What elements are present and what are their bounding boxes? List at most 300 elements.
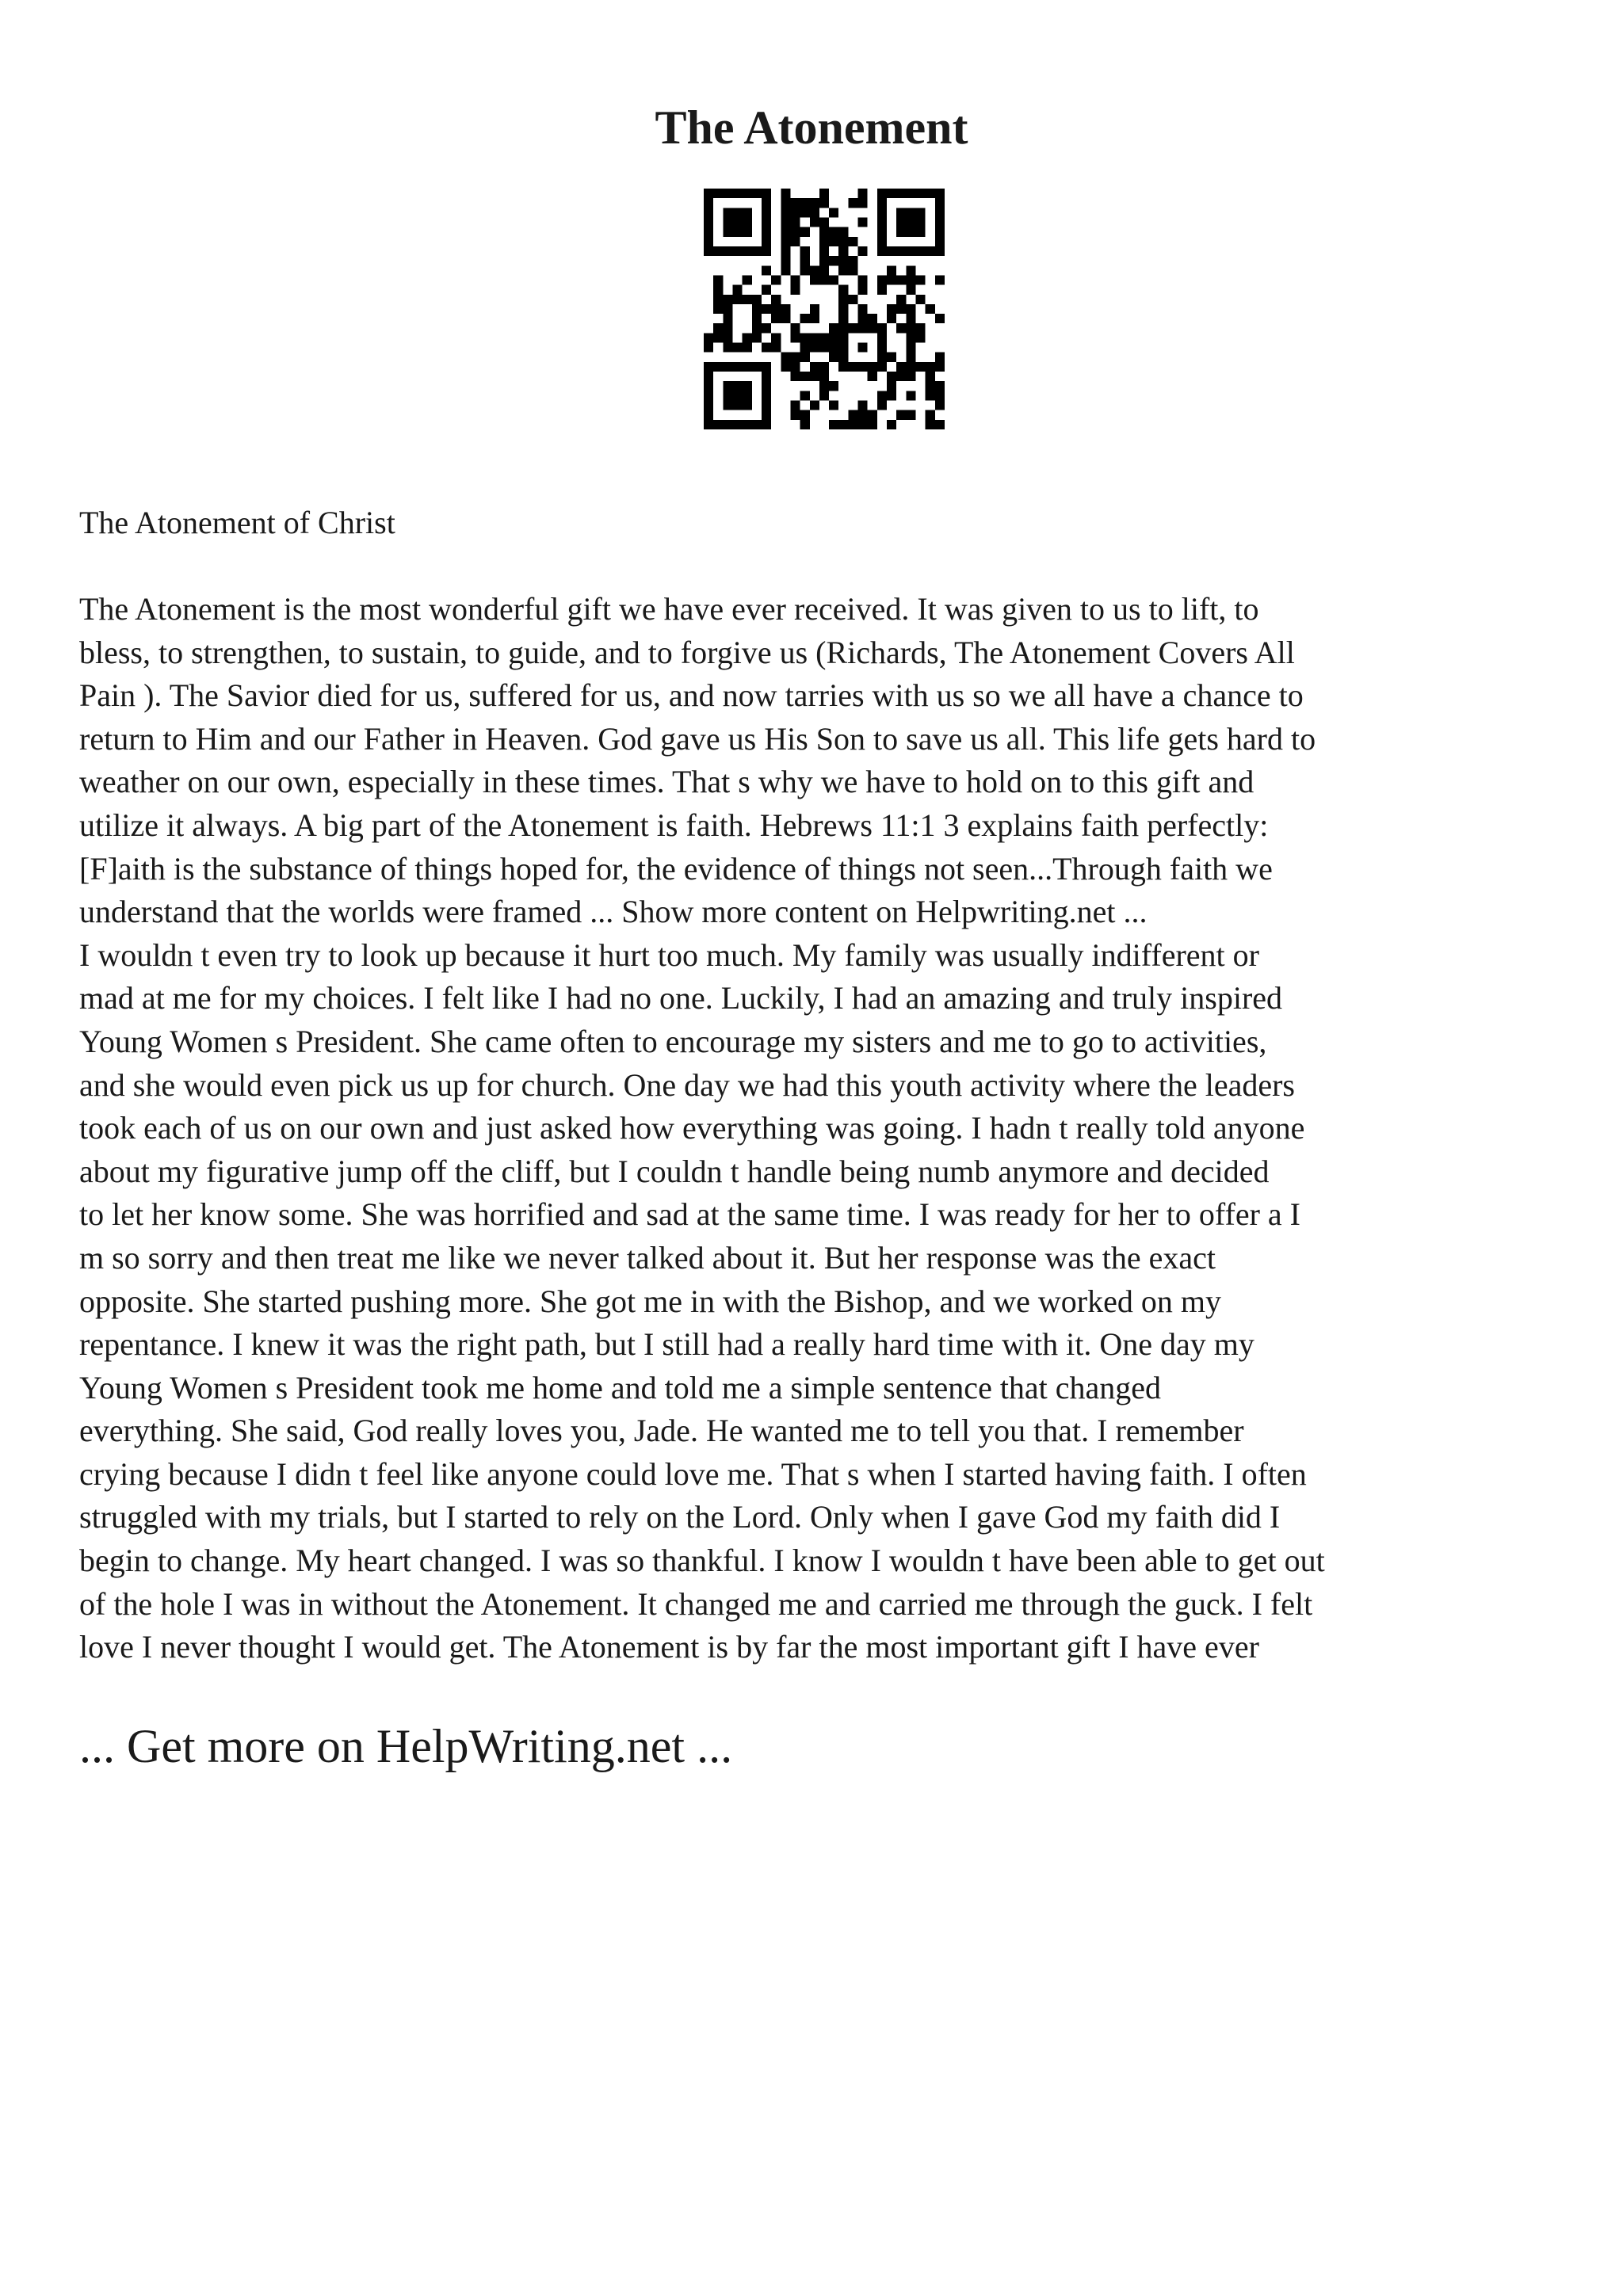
qr-module	[704, 410, 713, 420]
qr-module	[858, 323, 868, 333]
qr-module	[838, 333, 848, 342]
qr-module	[732, 362, 742, 372]
qr-module	[704, 372, 713, 381]
qr-module	[848, 420, 857, 429]
qr-module	[896, 295, 906, 304]
qr-module	[877, 217, 887, 227]
qr-module	[819, 333, 829, 342]
qr-module	[926, 362, 935, 372]
qr-module	[762, 237, 771, 246]
qr-module	[713, 333, 723, 342]
qr-module	[713, 304, 723, 314]
qr-module	[877, 323, 887, 333]
qr-module	[926, 372, 935, 381]
qr-module	[906, 189, 915, 198]
qr-module	[887, 275, 896, 284]
qr-module	[732, 189, 742, 198]
qr-module	[935, 362, 945, 372]
qr-module	[896, 304, 906, 314]
qr-module	[790, 208, 800, 217]
qr-module	[829, 227, 838, 237]
qr-module	[838, 295, 848, 304]
qr-module	[916, 362, 926, 372]
qr-module	[877, 362, 887, 372]
qr-module	[743, 217, 752, 227]
qr-module	[877, 353, 887, 362]
qr-module	[713, 362, 723, 372]
qr-module	[819, 275, 829, 284]
qr-module	[858, 275, 868, 284]
qr-module	[790, 401, 800, 410]
qr-module	[800, 353, 810, 362]
qr-module	[752, 323, 762, 333]
qr-module	[762, 208, 771, 217]
qr-module	[858, 401, 868, 410]
qr-module	[771, 314, 781, 323]
qr-module	[916, 323, 926, 333]
body-line: and she would even pick us up for church. One day we had this youth activity where the leaders	[79, 1066, 1295, 1103]
body-line: [F]aith is the substance of things hoped for, the evidence of things not seen...Through faith we	[79, 850, 1273, 887]
body-line: begin to change. My heart changed. I was so thankful. I know I wouldn t have been able to get out	[79, 1543, 1325, 1579]
qr-module	[723, 246, 732, 256]
qr-module	[723, 208, 732, 217]
body-line: m so sorry and then treat me like we never talked about it. But her response was the exact	[79, 1239, 1216, 1276]
qr-module	[877, 391, 887, 400]
qr-module	[916, 227, 926, 237]
qr-module	[858, 217, 868, 227]
qr-module	[790, 237, 800, 246]
qr-module	[906, 208, 915, 217]
qr-module	[771, 343, 781, 353]
qr-module	[790, 198, 800, 208]
qr-module	[906, 410, 915, 420]
qr-module	[732, 343, 742, 353]
qr-module	[829, 420, 838, 429]
qr-module	[723, 381, 732, 391]
qr-module	[810, 198, 819, 208]
qr-module	[762, 372, 771, 381]
body-line: Young Women s President took me home and told me a simple sentence that changed	[79, 1369, 1162, 1405]
qr-module	[781, 314, 790, 323]
body-line: utilize it always. A big part of the Atonement is faith. Hebrews 11:1 3 explains faith perfectly:	[79, 807, 1269, 843]
qr-module	[877, 246, 887, 256]
qr-module	[732, 285, 742, 295]
body-line: of the hole I was in without the Atonement. It changed me and carried me through the guck. I felt	[79, 1585, 1313, 1622]
body-line: bless, to strengthen, to sustain, to guide, and to forgive us (Richards, The Atonement Covers All	[79, 634, 1295, 670]
body-line: to let her know some. She was horrified and sad at the same time. I was ready for her to offer a I	[79, 1196, 1300, 1233]
qr-module	[723, 217, 732, 227]
qr-module	[771, 275, 781, 284]
qr-module	[858, 198, 868, 208]
qr-module	[800, 198, 810, 208]
qr-module	[829, 256, 838, 265]
qr-module	[887, 381, 896, 391]
qr-module	[732, 401, 742, 410]
qr-module	[926, 410, 935, 420]
qr-module	[926, 420, 935, 429]
qr-module	[877, 189, 887, 198]
qr-module	[704, 343, 713, 353]
qr-module	[819, 343, 829, 353]
qr-module	[916, 295, 926, 304]
qr-module	[781, 362, 790, 372]
body-line: about my figurative jump off the cliff, but I couldn t handle being numb anymore and decided	[79, 1153, 1270, 1189]
qr-module	[723, 304, 732, 314]
qr-module	[762, 217, 771, 227]
qr-module	[752, 295, 762, 304]
qr-module	[800, 208, 810, 217]
qr-module	[732, 246, 742, 256]
qr-module	[732, 381, 742, 391]
qr-module	[838, 343, 848, 353]
qr-module	[916, 246, 926, 256]
qr-module	[906, 285, 915, 295]
qr-module	[790, 353, 800, 362]
qr-module	[743, 189, 752, 198]
qr-module	[838, 304, 848, 314]
qr-module	[752, 333, 762, 342]
qr-module	[819, 246, 829, 256]
qr-module	[858, 285, 868, 295]
body-line: return to Him and our Father in Heaven. God gave us His Son to save us all. This life gets hard to	[79, 720, 1316, 757]
qr-module	[790, 333, 800, 342]
qr-module	[781, 265, 790, 275]
qr-module	[704, 391, 713, 400]
qr-module	[819, 265, 829, 275]
qr-module	[743, 362, 752, 372]
body-line: mad at me for my choices. I felt like I had no one. Luckily, I had an amazing and truly inspired	[79, 980, 1283, 1016]
qr-module	[896, 372, 906, 381]
qr-module	[704, 198, 713, 208]
qr-module	[877, 198, 887, 208]
qr-module	[713, 189, 723, 198]
qr-module	[762, 420, 771, 429]
qr-module	[713, 275, 723, 284]
body-line: repentance. I knew it was the right path, but I still had a really hard time with it. One day my	[79, 1326, 1254, 1363]
qr-module	[800, 256, 810, 265]
qr-module	[723, 420, 732, 429]
qr-module	[848, 237, 857, 246]
qr-module	[790, 362, 800, 372]
qr-module	[935, 217, 945, 227]
qr-module	[877, 401, 887, 410]
qr-module	[781, 217, 790, 227]
qr-module	[819, 256, 829, 265]
qr-module	[743, 246, 752, 256]
qr-module	[723, 391, 732, 400]
qr-module	[935, 420, 945, 429]
qr-module	[838, 256, 848, 265]
qr-module	[906, 246, 915, 256]
body-line: everything. She said, God really loves you, Jade. He wanted me to tell you that. I remember	[79, 1413, 1244, 1449]
qr-module	[752, 304, 762, 314]
qr-module	[810, 265, 819, 275]
qr-module	[800, 343, 810, 353]
qr-module	[916, 208, 926, 217]
qr-module	[743, 391, 752, 400]
qr-module	[704, 420, 713, 429]
qr-module	[752, 314, 762, 323]
qr-module	[848, 362, 857, 372]
qr-module	[906, 314, 915, 323]
qr-module	[868, 410, 877, 420]
qr-module	[926, 381, 935, 391]
qr-module	[713, 246, 723, 256]
document-subtitle: The Atonement of Christ	[79, 505, 395, 540]
qr-module	[858, 304, 868, 314]
qr-module	[868, 314, 877, 323]
qr-module	[810, 314, 819, 323]
qr-module	[887, 391, 896, 400]
qr-module	[838, 285, 848, 295]
qr-module	[868, 420, 877, 429]
qr-module	[829, 381, 838, 391]
qr-module	[877, 333, 887, 342]
qr-module	[848, 323, 857, 333]
body-line: struggled with my trials, but I started to rely on the Lord. Only when I gave God my faith did I	[79, 1499, 1281, 1535]
qr-module	[819, 217, 829, 227]
qr-module	[713, 295, 723, 304]
qr-module	[838, 246, 848, 256]
qr-module	[829, 275, 838, 284]
qr-module	[838, 353, 848, 362]
qr-module	[819, 372, 829, 381]
qr-module	[810, 401, 819, 410]
qr-module	[838, 420, 848, 429]
qr-module	[790, 217, 800, 227]
qr-module	[877, 208, 887, 217]
qr-module	[935, 353, 945, 362]
qr-module	[704, 246, 713, 256]
qr-module	[819, 391, 829, 400]
qr-module	[743, 401, 752, 410]
body-line: Young Women s President. She came often to encourage my sisters and me to go to activities,	[79, 1023, 1267, 1059]
qr-module	[906, 362, 915, 372]
qr-module	[819, 189, 829, 198]
qr-module	[781, 189, 790, 198]
body-line: Pain ). The Savior died for us, suffered for us, and now tarries with us so we all have a chance to	[79, 677, 1304, 714]
qr-module	[800, 246, 810, 256]
qr-module	[810, 343, 819, 353]
qr-module	[762, 265, 771, 275]
qr-module	[935, 314, 945, 323]
qr-module	[906, 265, 915, 275]
qr-code-graphic	[704, 189, 945, 429]
qr-module	[723, 333, 732, 342]
qr-module	[906, 353, 915, 362]
qr-module	[829, 208, 838, 217]
qr-module	[868, 362, 877, 372]
qr-module	[704, 381, 713, 391]
body-line: The Atonement is the most wonderful gift we have ever received. It was given to us to lift, to	[79, 591, 1259, 627]
qr-module	[704, 362, 713, 372]
qr-module	[906, 217, 915, 227]
body-line: understand that the worlds were framed ... Show more content on Helpwriting.net ...	[79, 894, 1148, 930]
qr-module	[704, 333, 713, 342]
qr-module	[906, 304, 915, 314]
qr-module	[896, 323, 906, 333]
qr-module	[800, 314, 810, 323]
qr-module	[771, 304, 781, 314]
qr-module	[838, 227, 848, 237]
qr-module	[732, 217, 742, 227]
page-title: The Atonement	[655, 101, 968, 154]
qr-module	[771, 333, 781, 342]
qr-module	[819, 227, 829, 237]
qr-module	[858, 314, 868, 323]
qr-module	[868, 372, 877, 381]
qr-module	[896, 246, 906, 256]
qr-module	[762, 198, 771, 208]
qr-module	[906, 372, 915, 381]
qr-module	[838, 314, 848, 323]
qr-module	[916, 333, 926, 342]
qr-module	[906, 343, 915, 353]
qr-module	[810, 275, 819, 284]
qr-module	[800, 265, 810, 275]
qr-module	[781, 246, 790, 256]
qr-module	[819, 237, 829, 246]
qr-module	[743, 381, 752, 391]
qr-module	[790, 285, 800, 295]
body-line: took each of us on our own and just asked how everything was going. I hadn t really told anyone	[79, 1110, 1305, 1146]
qr-module	[800, 420, 810, 429]
body-paragraph	[79, 588, 1585, 1669]
qr-module	[896, 208, 906, 217]
qr-module	[887, 246, 896, 256]
qr-module	[848, 256, 857, 265]
qr-module	[887, 314, 896, 323]
qr-module	[896, 189, 906, 198]
qr-module	[916, 275, 926, 284]
qr-module	[916, 189, 926, 198]
qr-module	[935, 198, 945, 208]
qr-module	[752, 362, 762, 372]
qr-module	[887, 353, 896, 362]
qr-module	[887, 420, 896, 429]
qr-module	[800, 410, 810, 420]
qr-module	[781, 208, 790, 217]
qr-module	[743, 343, 752, 353]
qr-module	[819, 198, 829, 208]
qr-module	[762, 410, 771, 420]
qr-module	[906, 323, 915, 333]
qr-module	[896, 275, 906, 284]
qr-module	[935, 227, 945, 237]
qr-module	[790, 275, 800, 284]
qr-module	[896, 217, 906, 227]
qr-module	[935, 391, 945, 400]
qr-module	[858, 246, 868, 256]
qr-module	[743, 295, 752, 304]
qr-module	[877, 237, 887, 246]
qr-module	[732, 391, 742, 400]
qr-module	[838, 265, 848, 275]
qr-module	[743, 333, 752, 342]
qr-module	[935, 246, 945, 256]
qr-module	[732, 227, 742, 237]
qr-module	[877, 343, 887, 353]
qr-module	[848, 295, 857, 304]
qr-module	[916, 217, 926, 227]
qr-module	[762, 304, 771, 314]
qr-module	[926, 246, 935, 256]
qr-module	[771, 295, 781, 304]
qr-module	[858, 189, 868, 198]
qr-module	[868, 323, 877, 333]
qr-module	[926, 391, 935, 400]
qr-module	[819, 362, 829, 372]
qr-module	[723, 343, 732, 353]
qr-module	[732, 295, 742, 304]
qr-module	[829, 343, 838, 353]
qr-module	[704, 208, 713, 217]
qr-module	[906, 391, 915, 400]
qr-module	[713, 323, 723, 333]
qr-module	[810, 362, 819, 372]
qr-module	[896, 410, 906, 420]
qr-module	[781, 256, 790, 265]
qr-module	[887, 189, 896, 198]
body-line: I wouldn t even try to look up because it hurt too much. My family was usually indifferent or	[79, 936, 1259, 973]
qr-module	[906, 333, 915, 342]
qr-module	[790, 372, 800, 381]
qr-module	[743, 208, 752, 217]
qr-module	[704, 217, 713, 227]
qr-module	[762, 343, 771, 353]
body-line: weather on our own, especially in these times. That s why we have to hold on to this gift and	[79, 764, 1254, 800]
qr-module	[877, 285, 887, 295]
qr-module	[877, 227, 887, 237]
qr-module	[732, 420, 742, 429]
body-line: crying because I didn t feel like anyone could love me. That s when I started having faith. I often	[79, 1455, 1307, 1492]
qr-module	[838, 362, 848, 372]
qr-module	[829, 323, 838, 333]
qr-module	[829, 333, 838, 342]
qr-module	[887, 304, 896, 314]
qr-module	[810, 372, 819, 381]
qr-module	[848, 410, 857, 420]
qr-module	[935, 208, 945, 217]
qr-module	[935, 275, 945, 284]
qr-code-image	[704, 189, 945, 429]
qr-module	[762, 362, 771, 372]
qr-module	[810, 217, 819, 227]
qr-module	[723, 227, 732, 237]
qr-module	[926, 189, 935, 198]
qr-module	[781, 198, 790, 208]
qr-module	[800, 333, 810, 342]
qr-module	[781, 353, 790, 362]
qr-module	[752, 420, 762, 429]
qr-module	[762, 323, 771, 333]
qr-module	[790, 410, 800, 420]
qr-module	[906, 275, 915, 284]
qr-module	[935, 237, 945, 246]
qr-module	[810, 208, 819, 217]
qr-module	[935, 189, 945, 198]
qr-module	[713, 285, 723, 295]
qr-module	[887, 265, 896, 275]
qr-module	[790, 323, 800, 333]
qr-module	[732, 208, 742, 217]
qr-module	[781, 227, 790, 237]
qr-module	[762, 227, 771, 237]
qr-module	[762, 381, 771, 391]
qr-module	[743, 227, 752, 237]
qr-module	[858, 362, 868, 372]
qr-module	[781, 237, 790, 246]
